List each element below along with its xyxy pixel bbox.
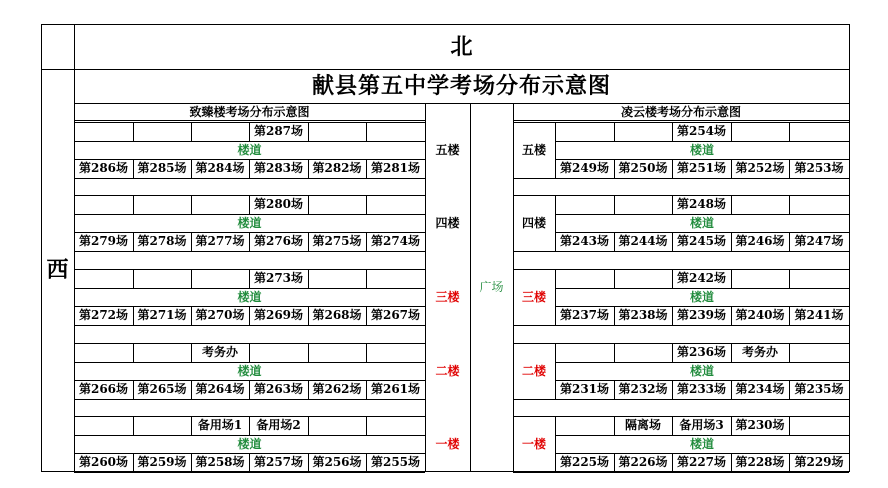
exam-room-cell: 隔离场 (624, 418, 661, 433)
exam-room-cell: 第274场 (370, 234, 421, 249)
floor-label: 二楼 (521, 363, 546, 378)
page-title: 献县第五中学考场分布示意图 (311, 73, 611, 99)
exam-room-cell: 第253场 (794, 161, 844, 176)
left-building-name: 致臻楼考场分布示意图 (189, 104, 310, 119)
exam-room-cell: 第266场 (78, 382, 129, 397)
exam-room-cell: 第258场 (195, 455, 245, 470)
floor-line (513, 178, 849, 179)
exam-room-cell: 第273场 (253, 271, 304, 286)
col-line (614, 195, 615, 214)
floor-label: 四楼 (435, 215, 460, 230)
col-line (731, 122, 732, 141)
col-line (366, 343, 367, 362)
exam-room-cell: 第278场 (137, 234, 187, 249)
col-line (308, 122, 309, 141)
exam-room-cell: 第250场 (618, 161, 668, 176)
exam-room-cell: 第244场 (618, 234, 668, 249)
plaza-label: 广场 (479, 280, 504, 294)
exam-room-cell: 备用场3 (679, 418, 724, 433)
col-line (789, 343, 790, 362)
col-line (133, 195, 134, 214)
col-line (133, 269, 134, 288)
corridor-label: 楼道 (237, 436, 262, 451)
corridor-label: 楼道 (689, 363, 714, 378)
exam-room-cell: 第246场 (735, 234, 785, 249)
exam-room-cell: 第245场 (676, 234, 727, 249)
exam-room-cell: 第259场 (137, 455, 187, 470)
col-line (366, 195, 367, 214)
floor-label: 五楼 (521, 142, 546, 157)
corridor-label: 楼道 (237, 363, 262, 378)
floor-label: 一楼 (521, 436, 546, 451)
col-line (191, 195, 192, 214)
floor-label: 一楼 (435, 436, 460, 451)
exam-room-cell: 第239场 (676, 308, 727, 323)
col-line (191, 122, 192, 141)
col-line (614, 343, 615, 362)
exam-room-cell: 第272场 (78, 308, 129, 323)
exam-room-cell: 第226场 (618, 455, 668, 470)
exam-room-cell: 第268场 (312, 308, 362, 323)
corridor-label: 楼道 (689, 142, 714, 157)
col-line (308, 269, 309, 288)
subtitle-divider-right (513, 120, 849, 121)
col-line (789, 269, 790, 288)
exam-room-cell: 第238场 (618, 308, 668, 323)
col-line (249, 343, 250, 362)
floor-line (513, 399, 849, 400)
col-line (308, 416, 309, 435)
col-line (731, 269, 732, 288)
exam-room-cell: 第269场 (253, 308, 304, 323)
exam-room-cell: 第256场 (312, 455, 362, 470)
floor-label: 二楼 (435, 363, 460, 378)
exam-room-cell: 第276场 (253, 234, 304, 249)
frame-right (849, 24, 850, 472)
exam-room-cell: 第231场 (559, 382, 610, 397)
col-line (133, 416, 134, 435)
corridor-label: 楼道 (689, 436, 714, 451)
col-line (133, 343, 134, 362)
exam-room-cell: 第240场 (735, 308, 785, 323)
exam-room-cell: 第286场 (78, 161, 129, 176)
exam-room-cell: 第237场 (559, 308, 610, 323)
exam-room-cell: 第236场 (676, 345, 727, 360)
exam-room-cell: 第228场 (735, 455, 785, 470)
col-line (191, 269, 192, 288)
exam-room-cell: 第284场 (195, 161, 245, 176)
exam-room-cell: 第234场 (735, 382, 785, 397)
exam-room-cell: 第261场 (370, 382, 421, 397)
subtitle-divider-left (74, 120, 425, 121)
exam-room-cell: 第283场 (253, 161, 304, 176)
exam-room-cell: 第233场 (676, 382, 727, 397)
col-line (731, 195, 732, 214)
floor-label: 三楼 (435, 289, 460, 304)
col-line (308, 343, 309, 362)
exam-room-cell: 第232场 (618, 382, 668, 397)
corridor-label: 楼道 (689, 289, 714, 304)
col-line (614, 122, 615, 141)
exam-room-cell: 第247场 (794, 234, 844, 249)
corridor-label: 楼道 (689, 215, 714, 230)
col-line (789, 416, 790, 435)
exam-room-cell: 第277场 (195, 234, 245, 249)
corridor-label: 楼道 (237, 142, 262, 157)
exam-room-cell: 第255场 (370, 455, 421, 470)
exam-room-cell: 第267场 (370, 308, 421, 323)
west-label: 西 (46, 257, 69, 283)
col-line (366, 269, 367, 288)
exam-room-cell: 第280场 (253, 197, 304, 212)
exam-room-cell: 第227场 (676, 455, 727, 470)
exam-room-cell: 第260场 (78, 455, 129, 470)
exam-room-cell: 考务办 (201, 345, 238, 360)
col-line (133, 122, 134, 141)
exam-room-cell: 第275场 (312, 234, 362, 249)
floor-line (513, 325, 849, 326)
exam-room-cell: 第279场 (78, 234, 129, 249)
floor-label: 四楼 (521, 215, 546, 230)
exam-room-cell: 备用场2 (256, 418, 301, 433)
exam-room-cell: 第249场 (559, 161, 610, 176)
exam-room-cell: 第265场 (137, 382, 187, 397)
floor-line (513, 472, 849, 473)
exam-room-cell: 第263场 (253, 382, 304, 397)
exam-room-cell: 第229场 (794, 455, 844, 470)
col-line (789, 122, 790, 141)
exam-room-cell: 第235场 (794, 382, 844, 397)
exam-room-cell: 第230场 (735, 418, 785, 433)
col-line (366, 122, 367, 141)
exam-room-cell: 第285场 (137, 161, 187, 176)
exam-room-cell: 第282场 (312, 161, 362, 176)
exam-room-cell: 第271场 (137, 308, 187, 323)
exam-room-cell: 第248场 (676, 197, 727, 212)
exam-room-cell: 第264场 (195, 382, 245, 397)
exam-room-cell: 第241场 (794, 308, 844, 323)
exam-room-cell: 第254场 (676, 124, 727, 139)
exam-room-cell: 备用场1 (197, 418, 243, 433)
floor-label: 三楼 (521, 289, 546, 304)
exam-room-cell: 第257场 (253, 455, 304, 470)
exam-room-cell: 第251场 (676, 161, 727, 176)
exam-room-cell: 第270场 (195, 308, 245, 323)
col-line (308, 195, 309, 214)
corridor-label: 楼道 (237, 289, 262, 304)
exam-room-cell: 第225场 (559, 455, 610, 470)
exam-room-cell: 第252场 (735, 161, 785, 176)
col-line (366, 416, 367, 435)
exam-room-cell: 第262场 (312, 382, 362, 397)
floor-label: 五楼 (435, 142, 460, 157)
right-building-name: 凌云楼考场分布示意图 (620, 104, 741, 119)
exam-room-cell: 第281场 (370, 161, 421, 176)
north-label: 北 (450, 33, 473, 60)
exam-room-cell: 第242场 (676, 271, 727, 286)
col-line (789, 195, 790, 214)
col-line (614, 269, 615, 288)
floor-line (513, 251, 849, 252)
exam-room-cell: 第243场 (559, 234, 610, 249)
corridor-label: 楼道 (237, 215, 262, 230)
exam-room-cell: 考务办 (741, 345, 778, 360)
exam-room-cell: 第287场 (253, 124, 304, 139)
